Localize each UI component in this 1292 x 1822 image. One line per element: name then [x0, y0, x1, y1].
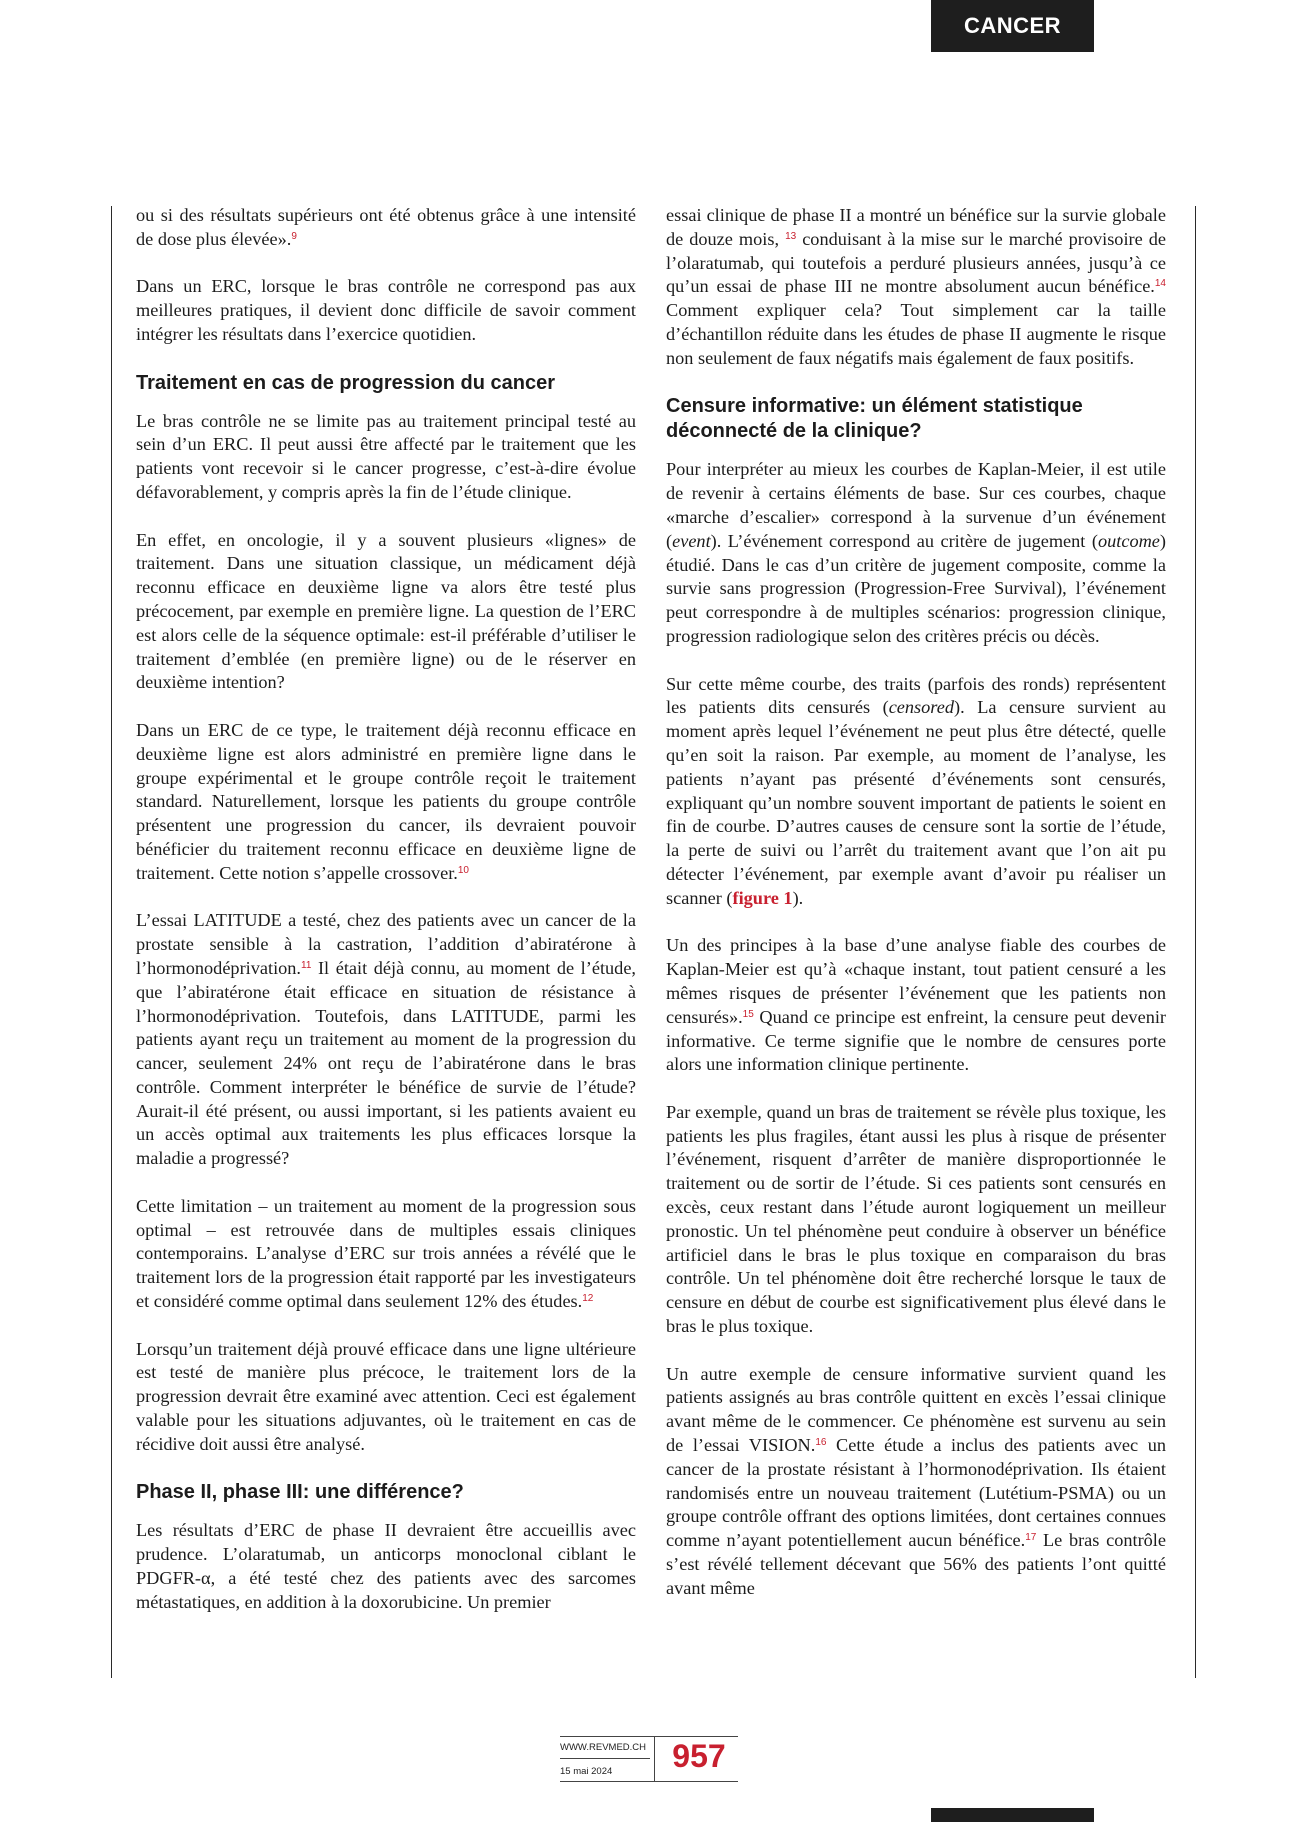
page-number: 957: [672, 1738, 726, 1774]
paragraph: Les résultats d’ERC de phase II devraient être accueillis avec prudence. L’olaratumab, un anticorps monoclonal ciblant le PDGFR-α, a été testé chez des patients avec des sarcomes métastatiques, en addition à la doxorubicine. Un premier: [136, 1520, 636, 1612]
footer-url[interactable]: WWW.REVMED.CH: [560, 1742, 647, 1753]
paragraph: essai clinique de phase II a montré un bénéfice sur la survie globale de douze mois, $^{13}$ conduisant à la mise sur le marché provisoire de l’olaratumab, qui toutefois a perduré plusieurs années, jusqu’à ce qu’un essai de phase III ne montre absolument aucun bénéfice.$^{14}$ Comment expliquer cela? Tout simplement car la taille d’échantillon réduite dans les études de phase II augmente le risque non seulement de faux négatifs mais également de faux positifs.: [666, 205, 1166, 368]
left-column-rule: [111, 206, 112, 1678]
paragraph: En effet, en oncologie, il y a souvent plusieurs «lignes» de traitement. Dans une situation classique, un médicament déjà reconnu efficace en deuxième ligne va alors être testé plus précocement, par exemple en première ligne. La question de l’ERC est alors celle de la séquence optimale: est-il préférable d’utiliser le traitement d’emblée (en première ligne) ou de le réserver en deuxième intention?: [136, 529, 636, 693]
paragraph: Cette limitation – un traitement au moment de la progression sous optimal – est retrouvée dans de multiples essais cliniques contemporains. L’analyse d’ERC sur trois années a révélé que le traitement lors de la progression était rapporté par les investigateurs et considéré comme optimal dans seulement 12% des études.$^{12}$: [136, 1195, 636, 1312]
left-column: [136, 204, 636, 1638]
paragraph: Le bras contrôle ne se limite pas au traitement principal testé au sein d’un ERC. Il peut aussi être affecté par le traitement que les patients vont recevoir si le cancer progresse, c’est-à-dire évolue défavorablement, y compris après la fin de l’étude clinique.: [136, 410, 636, 502]
section-label: CANCER: [963, 13, 1062, 38]
paragraph: Dans un ERC de ce type, le traitement déjà reconnu efficace en deuxième ligne est alors administré en première ligne dans le groupe expérimental et le groupe contrôle reçoit le traitement standard. Naturellement, lorsque les patients du groupe contrôle présentent une progression du cancer, ils devraient pouvoir bénéficier du traitement reconnu efficace en deuxième ligne de traitement. Cette notion s’appelle crossover.$^{10}$: [136, 719, 636, 883]
figure-link[interactable]: figure 1: [732, 887, 793, 908]
page-footer: [560, 1736, 740, 1786]
footer-date: 15 mai 2024: [560, 1766, 613, 1777]
right-column: [666, 204, 1166, 1624]
reference-marker[interactable]: 16: [815, 1437, 827, 1449]
right-column-rule: [1195, 206, 1196, 1678]
section-heading: Traitement en cas de progression du cancer: [136, 371, 556, 394]
reference-marker[interactable]: 13: [785, 230, 797, 242]
reference-marker[interactable]: 15: [742, 1008, 754, 1020]
footer-rule: [560, 1758, 650, 1759]
section-heading: Censure informative: un élément statistique déconnecté de la clinique?: [666, 395, 1083, 443]
bottom-tab: [931, 1808, 1094, 1822]
reference-marker[interactable]: 9: [291, 230, 297, 242]
footer-divider: [654, 1736, 655, 1782]
reference-marker[interactable]: 10: [457, 864, 469, 876]
paragraph: ou si des résultats supérieurs ont été obtenus grâce à une intensité de dose plus élevée».$^9$: [136, 205, 636, 249]
reference-marker[interactable]: 12: [582, 1293, 594, 1305]
paragraph: Par exemple, quand un bras de traitement se révèle plus toxique, les patients les plus fragiles, étant aussi les plus à risque de présenter l’événement, risquent d’arrêter de manière disproportionnée le traitement ou de sortir de l’étude. Si ces patients sont censurés en excès, ceux restant dans l’étude auront logiquement un meilleur pronostic. Un tel phénomène peut conduire à observer un bénéfice artificiel dans le bras le plus toxique en comparaison du bras contrôle. Un tel phénomène doit être recherché lorsque le taux de censure en début de courbe est significativement plus élevé dans le bras le plus toxique.: [666, 1101, 1166, 1337]
paragraph: Un autre exemple de censure informative survient quand les patients assignés au bras contrôle quittent en excès l’essai clinique avant même de le commencer. Ce phénomène est survenu au sein de l’essai VISION.$^{16}$ Cette étude a inclus des patients avec un cancer de la prostate résistant à l’hormonodéprivation. Ils étaient randomisés entre un nouveau traitement (Lutétium-PSMA) ou un groupe contrôle offrant des options limitées, dont certaines connues comme n’ayant potentiellement aucun bénéfice.$^{17}$ Le bras contrôle s’est révélé tellement décevant que 56% des patients l’ont quitté avant même: [666, 1363, 1166, 1598]
reference-marker[interactable]: 11: [301, 959, 312, 971]
paragraph: Lorsqu’un traitement déjà prouvé efficace dans une ligne ultérieure est testé de manière plus précoce, le traitement lors de la progression devrait être examiné avec attention. Ceci est également valable pour les situations adjuvantes, où le traitement en cas de récidive doit aussi être analysé.: [136, 1338, 636, 1454]
footer-rule: [560, 1781, 738, 1782]
footer-rule: [560, 1736, 738, 1737]
section-tab: [931, 0, 1094, 52]
section-heading: Phase II, phase III: une différence?: [136, 1481, 464, 1504]
reference-marker[interactable]: 14: [1154, 278, 1166, 290]
paragraph: Sur cette même courbe, des traits (parfois des ronds) représentent les patients dits censurés (censored). La censure survient au moment après lequel l’événement ne peut plus être détecté, quelle qu’en soit la raison. Par exemple, au moment de l’analyse, les patients n’ayant pas présenté d’événements sont censurés, expliquant qu’un nombre souvent important de patients le soient en fin de courbe. D’autres causes de censure sont la sortie de l’étude, la perte de suivi ou l’arrêt du traitement avant que l’on ait pu détecter l’événement, par exemple avant d’avoir pu réaliser un scanner (figure 1).: [666, 673, 1166, 908]
reference-marker[interactable]: 17: [1025, 1532, 1037, 1544]
paragraph: L’essai LATITUDE a testé, chez des patients avec un cancer de la prostate sensible à la castration, l’addition d’abiratérone à l’hormonodéprivation.$^{11}$ Il était déjà connu, au moment de l’étude, que l’abiratérone était efficace en situation de résistance à l’hormonodéprivation. Toutefois, dans LATITUDE, parmi les patients ayant reçu un traitement au moment de la progression du cancer, seulement 24% ont reçu de l’abiratérone dans le bras contrôle. Comment interpréter le bénéfice de survie de l’étude? Aurait-il été présent, ou aussi important, si les patients avaient eu un accès optimal aux traitements les plus efficaces lorsque la maladie a progressé?: [136, 910, 636, 1169]
paragraph: Dans un ERC, lorsque le bras contrôle ne correspond pas aux meilleures pratiques, il devient donc difficile de savoir comment intégrer les résultats dans l’exercice quotidien.: [136, 276, 636, 344]
paragraph: Un des principes à la base d’une analyse fiable des courbes de Kaplan-Meier est qu’à «chaque instant, tout patient censuré a les mêmes risques de présenter l’événement que les patients non censurés».$^{15}$ Quand ce principe est enfreint, la censure peut devenir informative. Ce terme signifie que le nombre de censures porte alors une information clinique pertinente.: [666, 935, 1166, 1075]
paragraph: Pour interpréter au mieux les courbes de Kaplan-Meier, il est utile de revenir à certains éléments de base. Sur ces courbes, chaque «marche d’escalier» correspond à la survenue d’un événement (event). L’événement correspond au critère de jugement (outcome) étudié. Dans le cas d’un critère de jugement composite, comme la survie sans progression (Progression-Free Survival), l’événement peut correspondre à de multiples scénarios: progression clinique, progression radiologique selon des critères précis ou décès.: [666, 459, 1166, 646]
